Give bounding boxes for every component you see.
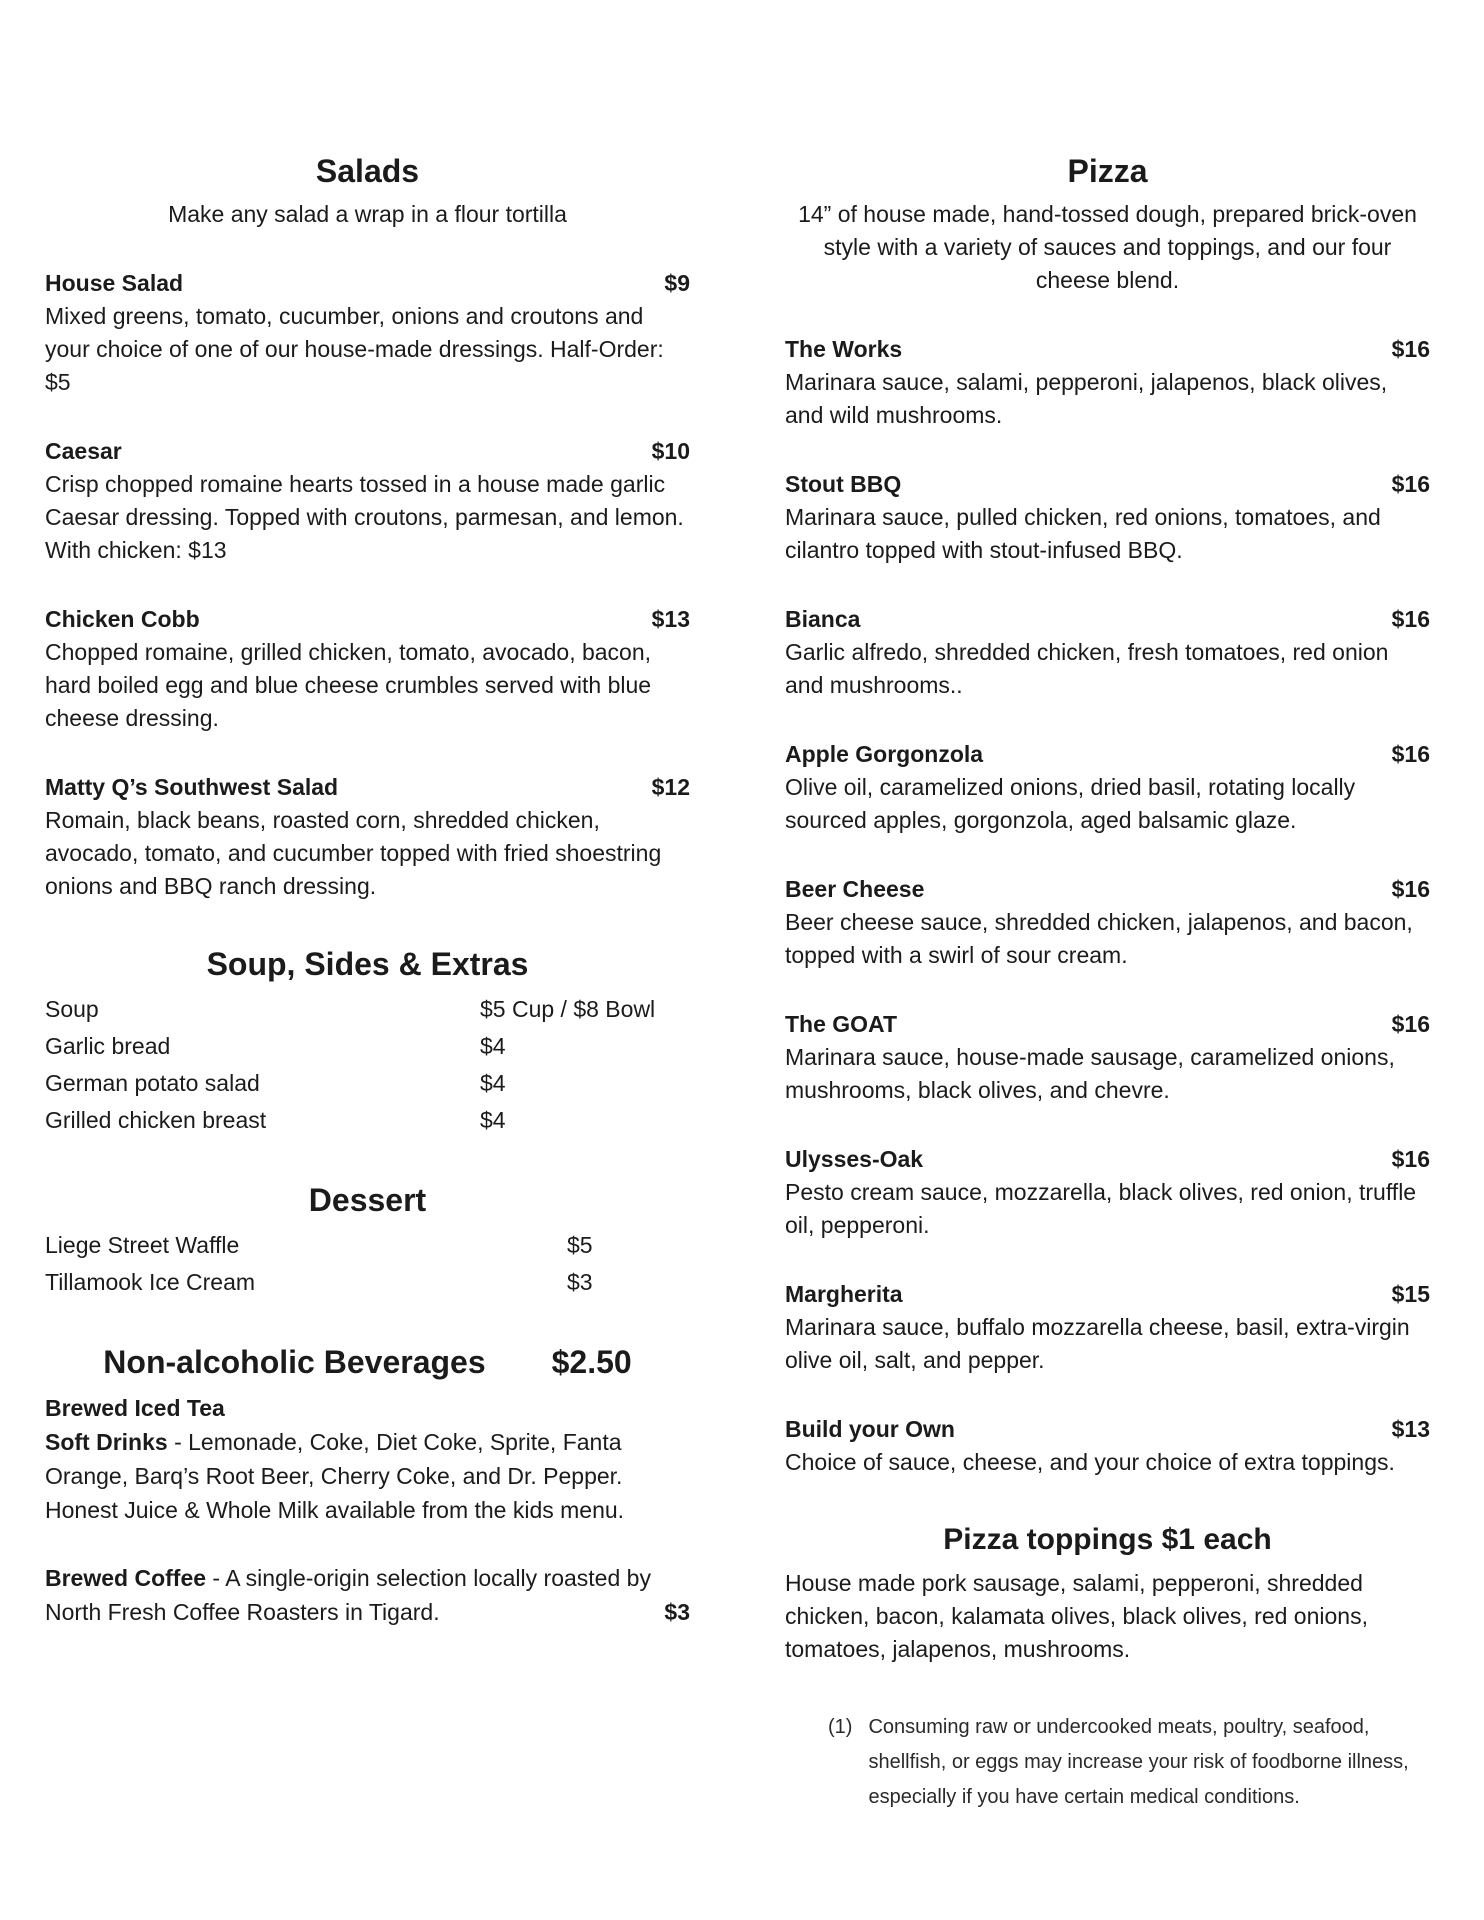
item-name: Apple Gorgonzola [785, 741, 984, 767]
item-header [45, 771, 690, 804]
menu-right-column [785, 150, 1430, 1815]
beverages-title: Non-alcoholic Beverages [103, 1344, 486, 1380]
item-name: Chicken Cobb [45, 606, 200, 632]
row-price: $4 [480, 1033, 506, 1059]
section-title-dessert: Dessert [308, 1182, 427, 1218]
item-price: $12 [651, 774, 690, 800]
menu-item-chicken-cobb [45, 603, 690, 735]
item-header [45, 267, 690, 300]
row-label: Tillamook Ice Cream [45, 1269, 256, 1295]
item-price: $16 [1391, 606, 1430, 632]
row-price: $4 [480, 1070, 506, 1096]
item-description: Choice of sauce, cheese, and your choice of extra toppings. [785, 1449, 1395, 1475]
row-label: Liege Street Waffle [45, 1232, 240, 1258]
item-header [45, 435, 690, 468]
item-name: The Works [785, 336, 903, 362]
menu-item-ulysses-oak [785, 1143, 1430, 1242]
item-price: $13 [651, 606, 690, 632]
menu-item-apple-gorgonzola [785, 738, 1430, 837]
item-name: Caesar [45, 438, 122, 464]
section-title-sides: Soup, Sides & Extras [206, 946, 529, 982]
beverage-line-kids [45, 1493, 690, 1527]
beverage-name: Brewed Iced Tea [45, 1395, 225, 1421]
section-title-beverages [45, 1341, 690, 1383]
item-price: $16 [1391, 876, 1430, 902]
menu-item-build-your-own [785, 1413, 1430, 1479]
footnote-marker: (1) [828, 1716, 853, 1738]
item-name: Ulysses-Oak [785, 1146, 924, 1172]
dessert-section [45, 1179, 690, 1301]
item-header [45, 603, 690, 636]
row-price: $4 [480, 1107, 506, 1133]
row-price: $5 [567, 1232, 593, 1258]
item-price: $10 [651, 438, 690, 464]
item-name: Beer Cheese [785, 876, 925, 902]
toppings-description: House made pork sausage, salami, pepperoni, shredded chicken, bacon, kalamata olives, black olives, red onions, tomatoes, jalapenos, mushrooms. [785, 1570, 1368, 1662]
item-header [785, 1008, 1430, 1041]
pizza-section [785, 150, 1430, 1479]
item-header [785, 1413, 1430, 1446]
item-name: House Salad [45, 270, 184, 296]
beverage-detail: - Lemonade, Coke, Diet Coke, Sprite, Fanta Orange, Barq’s Root Beer, Cherry Coke, and Dr. Pepper. [45, 1429, 623, 1489]
item-description: Beer cheese sauce, shredded chicken, jalapenos, and bacon, topped with a swirl of sour cream. [785, 909, 1413, 968]
item-header [785, 603, 1430, 636]
menu-item-the-goat [785, 1008, 1430, 1107]
row-label: Garlic bread [45, 1033, 171, 1059]
menu-item-margherita [785, 1278, 1430, 1377]
item-description: Crisp chopped romaine hearts tossed in a house made garlic Caesar dressing. Topped with croutons, parmesan, and lemon. With chicken: $13 [45, 471, 684, 563]
menu-item-southwest-salad [45, 771, 690, 903]
sides-row-soup [45, 991, 690, 1028]
row-label: Soup [45, 996, 99, 1022]
salads-tagline: Make any salad a wrap in a flour tortilla [168, 201, 567, 227]
menu-item-stout-bbq [785, 468, 1430, 567]
dessert-row-ice-cream [45, 1264, 690, 1301]
item-price: $9 [664, 270, 690, 296]
row-label: Grilled chicken breast [45, 1107, 267, 1133]
item-price: $16 [1391, 471, 1430, 497]
item-header [785, 873, 1430, 906]
section-title-toppings: Pizza toppings $1 each [943, 1523, 1272, 1556]
beverages-section [45, 1341, 690, 1629]
sides-row-chicken-breast [45, 1102, 690, 1139]
item-description: Garlic alfredo, shredded chicken, fresh tomatoes, red onion and mushrooms.. [785, 639, 1389, 698]
item-header [785, 468, 1430, 501]
item-name: Stout BBQ [785, 471, 902, 497]
beverages-price: $2.50 [551, 1344, 632, 1380]
beverage-name: Soft Drinks [45, 1429, 168, 1455]
item-name: Bianca [785, 606, 861, 632]
item-header [785, 1278, 1430, 1311]
row-price: $3 [567, 1269, 593, 1295]
item-header [785, 1143, 1430, 1176]
row-price: $5 Cup / $8 Bowl [480, 996, 656, 1022]
item-description: Marinara sauce, salami, pepperoni, jalapenos, black olives, and wild mushrooms. [785, 369, 1388, 428]
item-header [785, 333, 1430, 366]
menu-item-house-salad [45, 267, 690, 399]
beverage-price: $3 [664, 1599, 690, 1625]
item-header [785, 738, 1430, 771]
footnote [785, 1710, 1430, 1815]
menu-item-the-works [785, 333, 1430, 432]
beverage-line-coffee [45, 1561, 690, 1629]
item-description: Chopped romaine, grilled chicken, tomato, avocado, bacon, hard boiled egg and blue cheese crumbles served with blue cheese dressing. [45, 639, 652, 731]
item-description: Marinara sauce, buffalo mozzarella cheese, basil, extra-virgin olive oil, salt, and pepper. [785, 1314, 1410, 1373]
item-name: The GOAT [785, 1011, 898, 1037]
beverage-line-soft-drinks [45, 1425, 690, 1493]
item-name: Margherita [785, 1281, 903, 1307]
section-title-pizza: Pizza [1067, 153, 1148, 189]
beverage-detail: - A single-origin selection locally roasted by North Fresh Coffee Roasters in Tigard. [45, 1565, 651, 1625]
item-price: $13 [1391, 1416, 1430, 1442]
beverage-line-iced-tea [45, 1391, 690, 1425]
item-price: $16 [1391, 1011, 1430, 1037]
item-price: $16 [1391, 336, 1430, 362]
sides-section [45, 943, 690, 1139]
beverage-detail: Honest Juice & Whole Milk available from the kids menu. [45, 1497, 625, 1523]
menu-item-bianca [785, 603, 1430, 702]
menu-item-beer-cheese [785, 873, 1430, 972]
sides-row-potato-salad [45, 1065, 690, 1102]
item-price: $15 [1391, 1281, 1430, 1307]
item-price: $16 [1391, 741, 1430, 767]
item-description: Romain, black beans, roasted corn, shredded chicken, avocado, tomato, and cucumber topped with fried shoestring onions and BBQ ranch dressing. [45, 807, 662, 899]
footnote-text: Consuming raw or undercooked meats, poultry, seafood, shellfish, or eggs may increase your risk of foodborne illness, especially if you have certain medical conditions. [868, 1716, 1409, 1808]
beverage-name: Brewed Coffee [45, 1565, 207, 1591]
dessert-row-waffle [45, 1227, 690, 1264]
row-label: German potato salad [45, 1070, 260, 1096]
sides-row-garlic-bread [45, 1028, 690, 1065]
item-description: Olive oil, caramelized onions, dried basil, rotating locally sourced apples, gorgonzola, aged balsamic glaze. [785, 774, 1356, 833]
item-name: Matty Q’s Southwest Salad [45, 774, 339, 800]
item-price: $16 [1391, 1146, 1430, 1172]
item-description: Mixed greens, tomato, cucumber, onions and croutons and your choice of one of our house-made dressings. Half-Order: $5 [45, 303, 664, 395]
salads-section [45, 150, 690, 903]
pizza-intro: 14” of house made, hand-tossed dough, prepared brick-oven style with a variety of sauces and toppings, and our four cheese blend. [798, 201, 1417, 293]
menu-left-column [45, 150, 690, 1629]
item-description: Marinara sauce, house-made sausage, caramelized onions, mushrooms, black olives, and chevre. [785, 1044, 1395, 1103]
menu-item-caesar [45, 435, 690, 567]
toppings-section [785, 1519, 1430, 1666]
item-description: Marinara sauce, pulled chicken, red onions, tomatoes, and cilantro topped with stout-infused BBQ. [785, 504, 1381, 563]
section-title-salads: Salads [315, 153, 420, 189]
item-description: Pesto cream sauce, mozzarella, black olives, red onion, truffle oil, pepperoni. [785, 1179, 1417, 1238]
item-name: Build your Own [785, 1416, 955, 1442]
